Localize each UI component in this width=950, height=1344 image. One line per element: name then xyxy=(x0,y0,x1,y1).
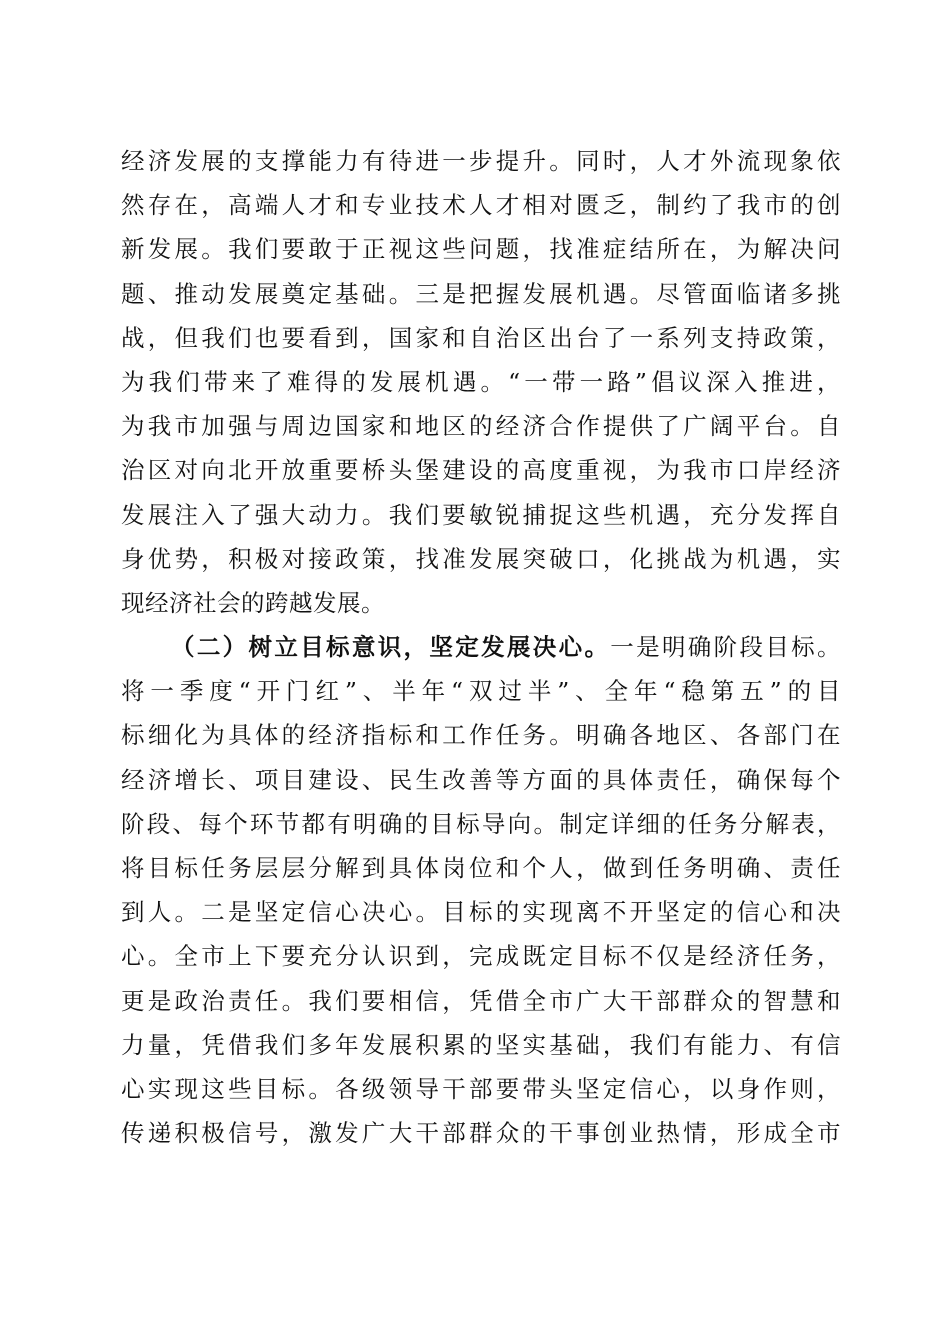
paragraph-2-line-2: 将一季度“开门红”、半年“双过半”、全年“稳第五”的目 xyxy=(121,677,841,706)
paragraph-2-first-line xyxy=(121,625,841,669)
paragraph-1-line-5: 战，但我们也要看到，国家和自治区出台了一系列支持政策， xyxy=(121,323,841,352)
paragraph-1-line-11: 现经济社会的跨越发展。 xyxy=(121,588,385,617)
paragraph-1-line-3: 新发展。我们要敢于正视这些问题，找准症结所在，为解决问 xyxy=(121,235,841,264)
paragraph-1-line-8: 治区对向北开放重要桥头堡建设的高度重视，为我市口岸经济 xyxy=(121,456,841,485)
paragraph-2-line-6: 将目标任务层层分解到具体岗位和个人，做到任务明确、责任 xyxy=(121,854,841,882)
paragraph-2-first-line-rest: 一是明确阶段目标。 xyxy=(610,633,842,662)
paragraph-1-line-6: 为我们带来了难得的发展机遇。“一带一路”倡议深入推进， xyxy=(121,367,841,396)
paragraph-2-line-5: 阶段、每个环节都有明确的目标导向。制定详细的任务分解表， xyxy=(121,809,841,838)
paragraph-1-line-1: 经济发展的支撑能力有待进一步提升。同时，人才外流现象依 xyxy=(121,147,841,175)
paragraph-2-line-8: 心。全市上下要充分认识到，完成既定目标不仅是经济任务， xyxy=(121,942,841,971)
paragraph-1-line-2: 然存在，高端人才和专业技术人才相对匮乏，制约了我市的创 xyxy=(121,191,841,220)
document-body xyxy=(121,139,841,1155)
paragraph-1-line-9: 发展注入了强大动力。我们要敏锐捕捉这些机遇，充分发挥自 xyxy=(121,500,841,529)
paragraph-2-line-3: 标细化为具体的经济指标和工作任务。明确各地区、各部门在 xyxy=(121,721,841,750)
paragraph-1-line-4: 题、推动发展奠定基础。三是把握发展机遇。尽管面临诸多挑 xyxy=(121,279,841,308)
paragraph-2-line-12: 传递积极信号，激发广大干部群众的干事创业热情，形成全市 xyxy=(121,1119,841,1148)
paragraph-2-line-9: 更是政治责任。我们要相信，凭借全市广大干部群众的智慧和 xyxy=(121,986,841,1015)
paragraph-2-line-10: 力量，凭借我们多年发展积累的坚实基础，我们有能力、有信 xyxy=(121,1030,841,1059)
paragraph-1-line-7: 为我市加强与周边国家和地区的经济合作提供了广阔平台。自 xyxy=(121,412,841,441)
paragraph-2-line-11: 心实现这些目标。各级领导干部要带头坚定信心，以身作则， xyxy=(121,1074,841,1103)
section-heading: （二）树立目标意识，坚定发展决心。 xyxy=(171,633,611,662)
paragraph-2-line-4: 经济增长、项目建设、民生改善等方面的具体责任，确保每个 xyxy=(121,765,841,794)
paragraph-1-line-10: 身优势，积极对接政策，找准发展突破口，化挑战为机遇，实 xyxy=(121,544,841,573)
paragraph-2-line-7: 到人。二是坚定信心决心。目标的实现离不开坚定的信心和决 xyxy=(121,898,841,927)
